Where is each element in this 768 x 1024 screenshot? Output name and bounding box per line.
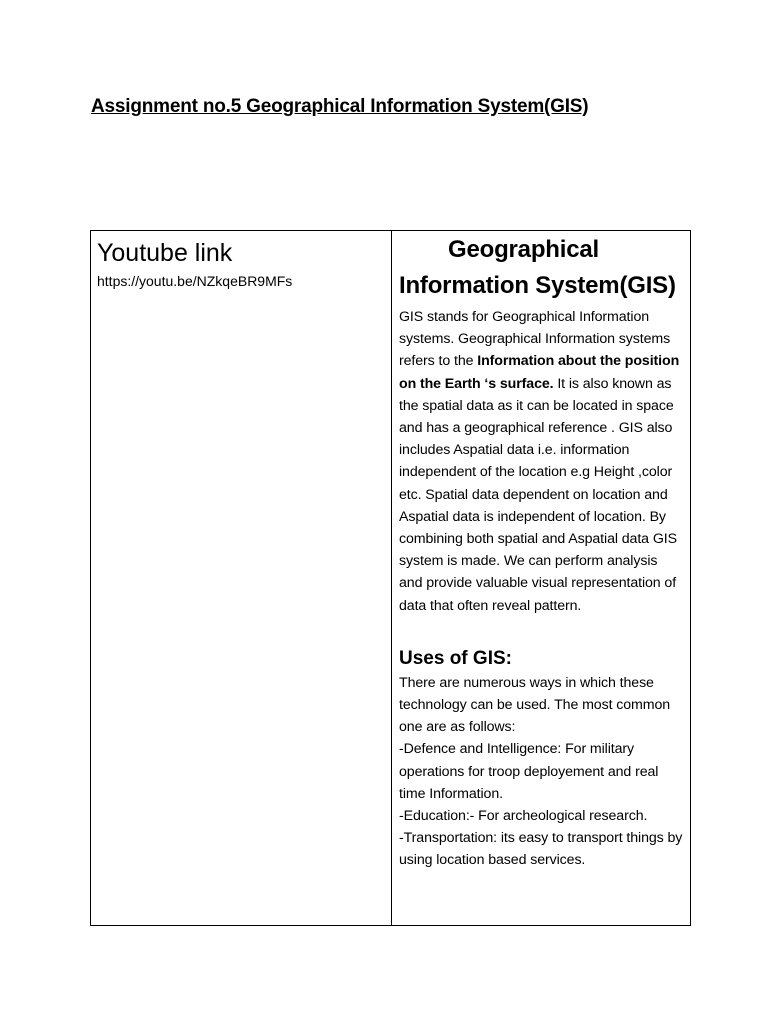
uses-item: -Education:- For archeological research. bbox=[399, 808, 648, 825]
gis-heading-line2: Information System(GIS) bbox=[399, 272, 676, 299]
intro-text-part1: GIS stands for Geographical Information systems. Geographical Information systems refers to the bbox=[399, 309, 671, 370]
youtube-link-heading: Youtube link bbox=[97, 239, 233, 267]
gis-heading bbox=[399, 232, 684, 304]
intro-text-bold: Information about the position on the Earth ‘s surface. bbox=[399, 353, 680, 392]
document-title: Assignment no.5 Geographical Information System(GIS) bbox=[91, 96, 589, 117]
youtube-link[interactable]: https://youtu.be/NZkqeBR9MFs bbox=[97, 273, 293, 289]
gis-heading-line1: Geographical bbox=[448, 236, 599, 263]
gis-intro-paragraph bbox=[399, 306, 684, 617]
uses-item: -Transportation: its easy to transport things by using location based services. bbox=[399, 830, 683, 869]
intro-text-part2: It is also known as the spatial data as it can be located in space and has a geographical reference . GIS also includes Aspatial data i.e. information independent of the location e.g Height ,color etc. Spatial data dependent on location and Aspatial data is independent of location. By combining both spatial and Aspatial data GIS system is made. We can perform analysis and provide valuable visual representation of data that often reveal pattern. bbox=[399, 375, 677, 614]
uses-intro: There are numerous ways in which these technology can be used. The most common one are as follows: bbox=[399, 674, 671, 736]
uses-item: -Defence and Intelligence: For military operations for troop deployement and real time Information. bbox=[399, 741, 659, 802]
content-table bbox=[90, 230, 691, 926]
uses-section bbox=[399, 672, 684, 872]
uses-heading: Uses of GIS: bbox=[399, 647, 512, 669]
right-column bbox=[392, 231, 690, 925]
left-column bbox=[91, 231, 392, 925]
